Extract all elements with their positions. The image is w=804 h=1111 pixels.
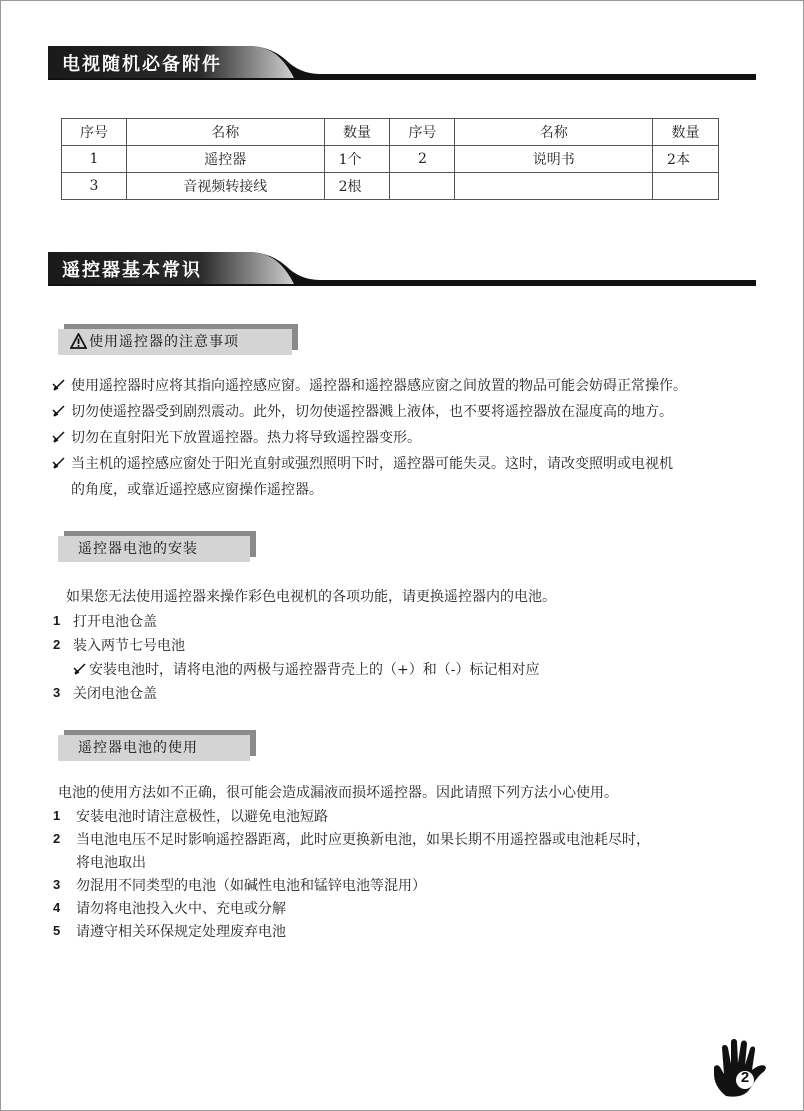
pen-bullet-icon xyxy=(52,430,66,444)
table-header-cell: 名称 xyxy=(126,119,324,146)
install-note: 安装电池时，请将电池的两极与遥控器背壳上的（+）和（-）标记相对应 xyxy=(89,662,540,678)
note-item: 切勿在直射阳光下放置遥控器。热力将导致遥控器变形。 xyxy=(71,430,421,446)
table-header-cell: 序号 xyxy=(62,119,127,146)
table-cell: 音视频转接线 xyxy=(126,173,324,200)
table-cell: 2根 xyxy=(324,173,390,200)
subheader-notes xyxy=(58,329,292,363)
table-header-cell: 名称 xyxy=(455,119,653,146)
pen-bullet-icon xyxy=(52,456,66,470)
step-text-continuation: 将电池取出 xyxy=(76,855,146,871)
hand-icon xyxy=(712,1038,768,1098)
table-header-cell: 序号 xyxy=(390,119,455,146)
table-cell: 1 xyxy=(62,146,127,173)
subheader-title: 遥控器电池的使用 xyxy=(78,740,198,756)
step-text: 请勿将电池投入火中、充电或分解 xyxy=(76,901,286,917)
step-number: 1 xyxy=(53,613,61,628)
section-banner-remote xyxy=(48,250,756,286)
table-cell: 说明书 xyxy=(455,146,653,173)
pen-bullet-icon xyxy=(52,378,66,392)
step-number: 2 xyxy=(53,831,61,846)
subheader-install xyxy=(58,536,250,570)
table-header-cell: 数量 xyxy=(653,119,719,146)
subheader-title: 遥控器电池的安装 xyxy=(78,541,198,557)
table-cell xyxy=(390,173,455,200)
step-number: 2 xyxy=(53,637,61,652)
page-number: 2 xyxy=(740,1069,750,1086)
step-text: 勿混用不同类型的电池（如碱性电池和锰锌电池等混用） xyxy=(76,878,426,894)
step-text: 请遵守相关环保规定处理废弃电池 xyxy=(76,924,286,940)
table-cell: 2本 xyxy=(653,146,719,173)
step-number: 1 xyxy=(53,808,61,823)
note-item-continuation: 的角度，或靠近遥控感应窗操作遥控器。 xyxy=(71,482,323,498)
table-row xyxy=(62,146,719,173)
section-banner-accessories xyxy=(48,44,756,80)
pen-bullet-icon xyxy=(52,404,66,418)
usage-intro: 电池的使用方法如不正确，很可能会造成漏液而损坏遥控器。因此请照下列方法小心使用。 xyxy=(58,785,618,801)
step-text: 安装电池时请注意极性，以避免电池短路 xyxy=(76,809,328,825)
table-header-cell: 数量 xyxy=(324,119,390,146)
section-title: 遥控器基本常识 xyxy=(62,260,202,281)
step-number: 3 xyxy=(53,685,61,700)
accessories-table xyxy=(61,118,719,200)
page-number-badge xyxy=(712,1038,768,1102)
step-text: 打开电池仓盖 xyxy=(73,614,157,630)
table-cell: 遥控器 xyxy=(126,146,324,173)
warning-icon xyxy=(70,333,87,349)
step-number: 3 xyxy=(53,877,61,892)
step-text: 当电池电压不足时影响遥控器距离，此时应更换新电池，如果长期不用遥控器或电池耗尽时， xyxy=(76,832,650,848)
table-cell xyxy=(455,173,653,200)
table-cell: 1个 xyxy=(324,146,390,173)
note-item: 当主机的遥控感应窗处于阳光直射或强烈照明下时，遥控器可能失灵。这时，请改变照明或电视机 xyxy=(71,456,673,472)
step-number: 5 xyxy=(53,923,61,938)
subheader-usage xyxy=(58,735,250,769)
subheader-title: 使用遥控器的注意事项 xyxy=(89,334,239,350)
note-item: 使用遥控器时应将其指向遥控感应窗。遥控器和遥控器感应窗之间放置的物品可能会妨碍正常操作。 xyxy=(71,378,687,394)
pen-bullet-icon xyxy=(73,662,87,676)
table-cell xyxy=(653,173,719,200)
step-text: 关闭电池仓盖 xyxy=(73,686,157,702)
table-cell: 2 xyxy=(390,146,455,173)
note-item: 切勿使遥控器受到剧烈震动。此外，切勿使遥控器溅上液体，也不要将遥控器放在湿度高的地方。 xyxy=(71,404,673,420)
step-text: 装入两节七号电池 xyxy=(73,638,185,654)
table-header-row xyxy=(62,119,719,146)
install-intro: 如果您无法使用遥控器来操作彩色电视机的各项功能，请更换遥控器内的电池。 xyxy=(66,589,556,605)
table-row xyxy=(62,173,719,200)
step-number: 4 xyxy=(53,900,61,915)
section-title: 电视随机必备附件 xyxy=(62,54,222,75)
table-cell: 3 xyxy=(62,173,127,200)
